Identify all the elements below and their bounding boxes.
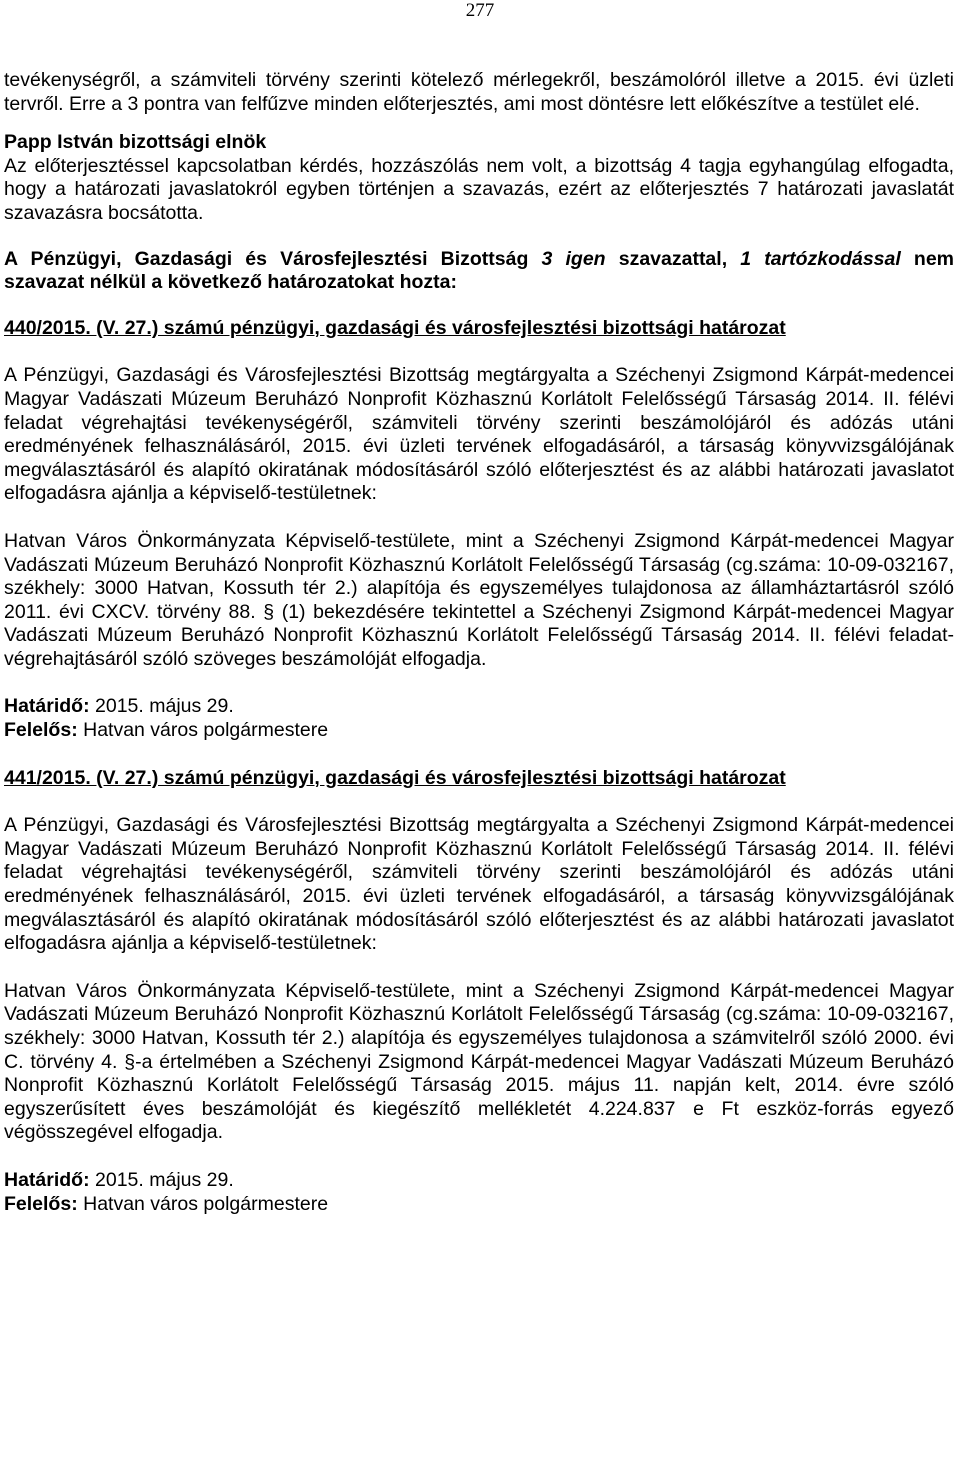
- intro-paragraph: tevékenységről, a számviteli törvény szerinti kötelező mérlegekről, beszámolóról illetve a 2015. évi üzleti tervről. Erre a 3 pontra van felfűzve minden előterjesztés, ami most döntésre lett előkészítve a testület elé.: [4, 69, 954, 115]
- resolution-440-deadline: Határidő: 2015. május 29.: [4, 695, 234, 718]
- resolution-441-responsible: Felelős: Hatvan város polgármestere: [4, 1192, 329, 1215]
- vote-part-1: A Pénzügyi, Gazdasági és Városfejlesztési Bizottság: [4, 247, 542, 270]
- page-number: 277: [465, 0, 495, 21]
- vote-part-3: nem szavazat nélkül a következő határozatokat hozta:: [4, 247, 955, 294]
- vote-result: [4, 248, 954, 295]
- resolution-440-responsible: Felelős: Hatvan város polgármestere: [4, 719, 329, 742]
- vote-part-2: szavazattal,: [605, 247, 741, 270]
- vote-abstain: 1 tartózkodással: [740, 247, 901, 270]
- document-body: [4, 69, 954, 1216]
- resolution-440-title: 440/2015. (V. 27.) számú pénzügyi, gazdasági és városfejlesztési bizottsági határozat: [4, 316, 786, 339]
- speaker-statement: Az előterjesztéssel kapcsolatban kérdés, hozzászólás nem volt, a bizottság 4 tagja egyhangúlag elfogadta, hogy a határozati javaslatokról egyben történjen a szavazás, ezért az előterjesztés 7 határozati javaslatát szavazásra bocsátotta.: [4, 154, 954, 224]
- resolution-441-intro: A Pénzügyi, Gazdasági és Városfejlesztési Bizottság megtárgyalta a Széchenyi Zsigmond Kárpát-medencei Magyar Vadászati Múzeum Beruházó Nonprofit Közhasznú Korlátolt Felelősségű Társaság 2014. II. félévi feladat végrehajtási tevékenységéről, számviteli törvény szerinti beszámolójáról és adózás utáni eredményének felhasználásáról, 2015. évi üzleti tervének elfogadásáról, a társaság könyvvizsgálójának megválasztásáról és alapító okiratának módosításáról szóló előterjesztést és az alábbi határozati javaslatot elfogadásra ajánlja a képviselő-testületnek:: [4, 814, 954, 955]
- resolution-441-title: 441/2015. (V. 27.) számú pénzügyi, gazdasági és városfejlesztési bizottsági határozat: [4, 766, 786, 789]
- speaker-name: Papp István bizottsági elnök: [4, 131, 267, 154]
- vote-yes-count: 3 igen: [541, 247, 606, 270]
- resolution-441-body: Hatvan Város Önkormányzata Képviselő-testülete, mint a Széchenyi Zsigmond Kárpát-medencei Magyar Vadászati Múzeum Beruházó Nonprofit Közhasznú Korlátolt Felelősségű Társaság (cg.száma: 10-09-032167, székhely: 3000 Hatvan, Kossuth tér 2.) alapítója és egyszemélyes tulajdonosa a számvitelről szóló 2000. évi C. törvény 4. §-a értelmében a Széchenyi Zsigmond Kárpát-medencei Magyar Vadászati Múzeum Beruházó Nonprofit Közhasznú Korlátolt Felelősségű Társaság 2015. május 11. napján kelt, 2014. évre szóló egyszerűsített éves beszámolóját és kiegészítő mellékletét 4.224.837 e Ft eszköz-forrás egyező végösszegével elfogadja.: [4, 979, 954, 1144]
- resolution-440-intro: A Pénzügyi, Gazdasági és Városfejlesztési Bizottság megtárgyalta a Széchenyi Zsigmond Kárpát-medencei Magyar Vadászati Múzeum Beruházó Nonprofit Közhasznú Korlátolt Felelősségű Társaság 2014. II. félévi feladat végrehajtási tevékenységéről, számviteli törvény szerinti beszámolójáról és adózás utáni eredményének felhasználásáról, 2015. évi üzleti tervének elfogadásáról, a társaság könyvvizsgálójának megválasztásáról és alapító okiratának módosításáról szóló előterjesztést és az alábbi határozati javaslatot elfogadásra ajánlja a képviselő-testületnek:: [4, 364, 954, 505]
- resolution-440-body: Hatvan Város Önkormányzata Képviselő-testülete, mint a Széchenyi Zsigmond Kárpát-medencei Magyar Vadászati Múzeum Beruházó Nonprofit Közhasznú Korlátolt Felelősségű Társaság (cg.száma: 10-09-032167, székhely: 3000 Hatvan, Kossuth tér 2.) alapítója és egyszemélyes tulajdonosa az államháztartásról szóló 2011. évi CXCV. törvény 88. § (1) bekezdésére tekintettel a Széchenyi Zsigmond Kárpát-medencei Magyar Vadászati Múzeum Beruházó Nonprofit Közhasznú Korlátolt Felelősségű Társaság 2014. II. félévi feladat-végrehajtásáról szóló szöveges beszámolóját elfogadja.: [4, 529, 954, 670]
- resolution-441-deadline: Határidő: 2015. május 29.: [4, 1168, 234, 1191]
